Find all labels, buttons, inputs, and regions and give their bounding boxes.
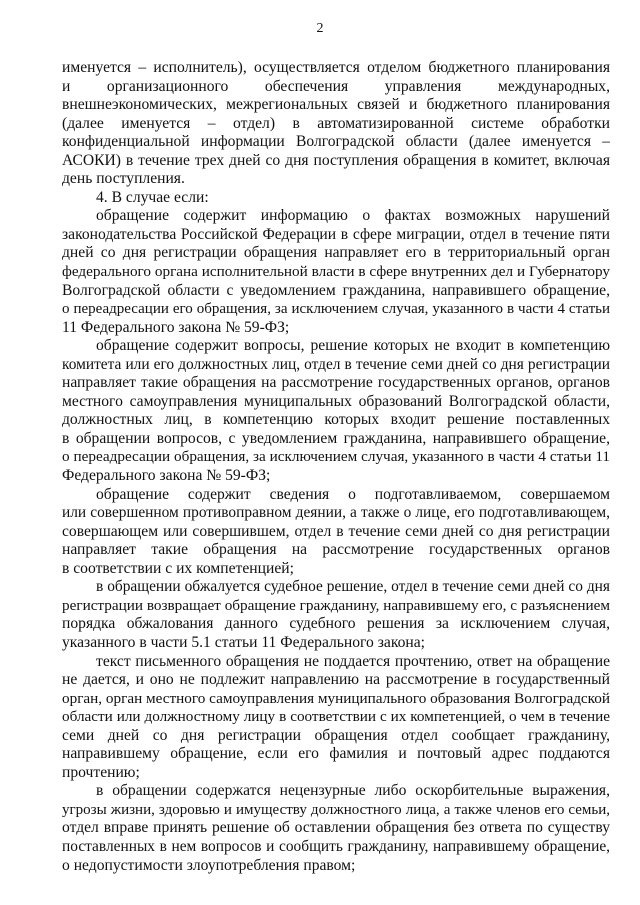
text-line: обращение содержит сведения о подготавливаемом, совершаемом (96, 485, 610, 503)
text-line: именуется – исполнитель), осуществляется отделом бюджетного планирования (62, 59, 610, 76)
text-line: текст письменного обращения не поддается прочтению, ответ на обращение (96, 652, 610, 670)
text-line: день поступления. (62, 170, 185, 188)
text-line: Волгоградской области с уведомлением гражданина, направившего обращение, (62, 281, 610, 299)
text-line: области или должностному лицу в соответствии с их компетенцией, о чем в течение (62, 708, 610, 726)
text-line: о недопустимости злоупотребления правом; (62, 856, 356, 874)
text-line: указанного в части 5.1 статьи 11 Федерального закона; (62, 633, 425, 651)
text-line: в обращении вопросов, с уведомлением гражданина, направившего обращение, (62, 429, 610, 447)
text-line: федерального органа исполнительной власти в сфере внутренних дел и Губернатору (62, 263, 610, 281)
text-line: дней со дня регистрации обращения направляет его в территориальный орган (62, 244, 610, 262)
text-line: совершающем или совершившем, отдел в течение семи дней со дня регистрации (62, 522, 610, 540)
text-line: местного самоуправления муниципальных образований Волгоградской области, (62, 392, 610, 410)
text-line: обращение содержит информацию о фактах возможных нарушений (96, 207, 610, 225)
text-line: семи дней со дня регистрации обращения отдел сообщает гражданину, (62, 726, 610, 744)
text-line: не дается, и оно не подлежит направлению на рассмотрение в государственный (62, 671, 610, 689)
document-body (62, 59, 610, 875)
text-line: обращение содержит вопросы, решение которых не входит в компетенцию (96, 337, 610, 355)
text-line: в обращении обжалуется судебное решение, отдел в течение семи дней со дня (96, 578, 610, 596)
text-line: направившему обращение, если его фамилия и почтовый адрес поддаются (62, 745, 610, 763)
text-line: угрозы жизни, здоровью и имуществу должностного лица, а также членов его семьи, (62, 801, 610, 818)
text-line: в обращении содержатся нецензурные либо оскорбительные выражения, (96, 782, 610, 800)
text-line: конфиденциальной информации Волгоградской области (далее именуется – (62, 133, 610, 151)
text-line: 11 Федерального закона № 59-ФЗ; (62, 318, 290, 336)
text-line: законодательства Российской Федерации в сфере миграции, отдел в течение пяти (62, 225, 610, 243)
text-line: направляет такие обращения на рассмотрение государственных органов (62, 541, 610, 559)
text-line: АСОКИ) в течение трех дней со дня поступления обращения в комитет, включая (62, 151, 610, 169)
text-line: или совершенном противоправном деянии, а также о лице, его подготавливающем, (62, 504, 610, 522)
text-line: (далее именуется – отдел) в автоматизированной системе обработки (62, 114, 610, 132)
text-line: должностных лиц, в компетенцию которых входит решение поставленных (62, 411, 610, 429)
text-line: и организационного обеспечения управления международных, (62, 77, 610, 95)
text-line: о переадресации его обращения, за исключением случая, указанного в части 4 статьи (62, 301, 610, 318)
page-number: 2 (316, 21, 324, 36)
text-line: 4. В случае если: (96, 188, 209, 206)
text-line: направляет такие обращения на рассмотрение государственных органов, органов (62, 374, 610, 392)
text-line: Федерального закона № 59-ФЗ; (62, 467, 271, 485)
text-line: орган, орган местного самоуправления муниципального образования Волгоградской (62, 689, 610, 707)
text-line: в соответствии с их компетенцией; (62, 559, 294, 577)
text-line: отдел вправе принять решение об оставлении обращения без ответа по существу (62, 819, 610, 837)
text-line: внешнеэкономических, межрегиональных связей и бюджетного планирования (62, 96, 610, 114)
text-line: о переадресации обращения, за исключением случая, указанного в части 4 статьи 11 (62, 448, 610, 466)
text-line: порядка обжалования данного судебного решения за исключением случая, (62, 615, 610, 633)
text-line: комитета или его должностных лиц, отдел в течение семи дней со дня регистрации (62, 355, 610, 373)
text-line: регистрации возвращает обращение гражданину, направившему его, с разъяснением (62, 596, 610, 614)
text-line: прочтению; (62, 763, 140, 781)
text-line: поставленных в нем вопросов и сообщить гражданину, направившему обращение, (62, 837, 610, 855)
